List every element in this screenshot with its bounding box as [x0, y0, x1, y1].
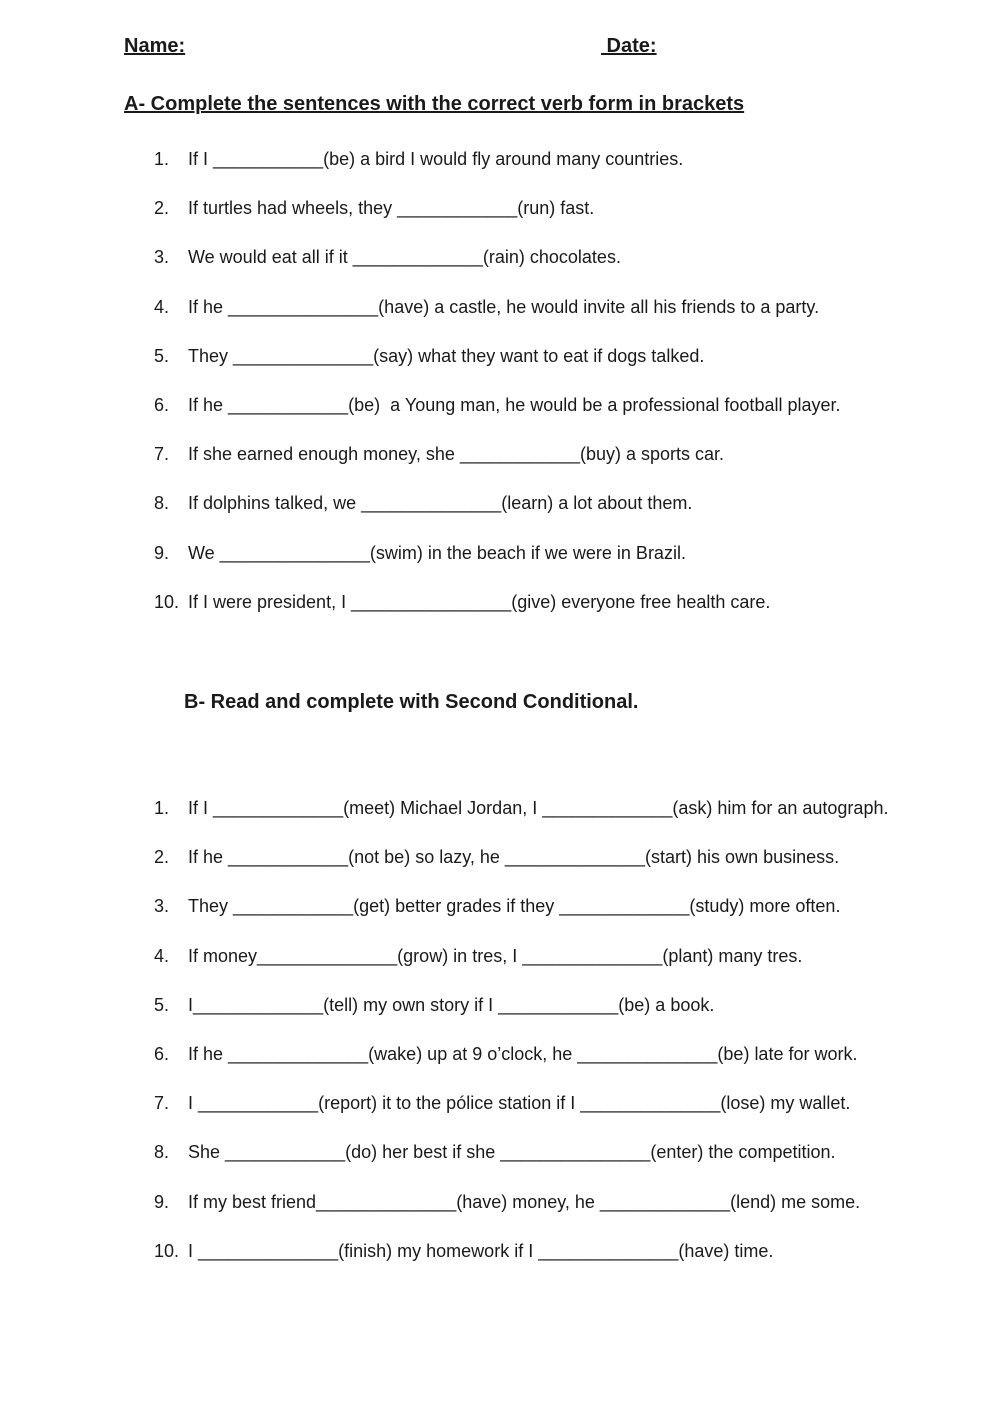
- section-b-title: B- Read and complete with Second Conditional.: [184, 691, 639, 713]
- list-item: 4. If money______________(grow) in tres, I ______________(plant) many tres.: [154, 945, 803, 966]
- list-item: 8. If dolphins talked, we ______________(learn) a lot about them.: [154, 493, 693, 514]
- list-item: 1. If I _____________(meet) Michael Jordan, I _____________(ask) him for an autograph.: [154, 798, 889, 818]
- list-item: 3. They ____________(get) better grades if they _____________(study) more often.: [154, 896, 841, 917]
- list-item: 7. If she earned enough money, she ____________(buy) a sports car.: [154, 444, 725, 465]
- list-item: 6. If he ______________(wake) up at 9 o’clock, he ______________(be) late for work.: [154, 1043, 858, 1064]
- list-item: 7. I ____________(report) it to the pólice station if I ______________(lose) my wallet.: [154, 1093, 851, 1114]
- list-item: 1. If I ___________(be) a bird I would fly around many countries.: [154, 149, 684, 169]
- list-item: 2. If he ____________(not be) so lazy, he ______________(start) his own business.: [154, 847, 840, 868]
- date-label: Date:: [601, 35, 657, 57]
- section-b-list: [150, 796, 970, 1288]
- list-item: 5. I_____________(tell) my own story if I ____________(be) a book.: [154, 994, 715, 1015]
- list-item: 8. She ____________(do) her best if she _______________(enter) the competition.: [154, 1142, 836, 1163]
- list-item: 9. We _______________(swim) in the beach if we were in Brazil.: [154, 542, 686, 563]
- list-item: 4. If he _______________(have) a castle, he would invite all his friends to a party.: [154, 296, 820, 317]
- list-item: 2. If turtles had wheels, they ____________(run) fast.: [154, 198, 595, 219]
- section-a-list: [150, 147, 970, 639]
- list-item: 10. If I were president, I ________________(give) everyone free health care.: [154, 591, 771, 612]
- section-a-title: A- Complete the sentences with the correct verb form in brackets: [124, 93, 745, 115]
- list-item: 6. If he ____________(be) a Young man, he would be a professional football player.: [154, 394, 841, 415]
- list-item: 10. I ______________(finish) my homework if I ______________(have) time.: [154, 1240, 774, 1261]
- list-item: 5. They ______________(say) what they want to eat if dogs talked.: [154, 345, 705, 366]
- list-item: 3. We would eat all if it _____________(rain) chocolates.: [154, 247, 621, 268]
- list-item: 9. If my best friend______________(have) money, he _____________(lend) me some.: [154, 1191, 861, 1212]
- name-label: Name:: [124, 35, 186, 57]
